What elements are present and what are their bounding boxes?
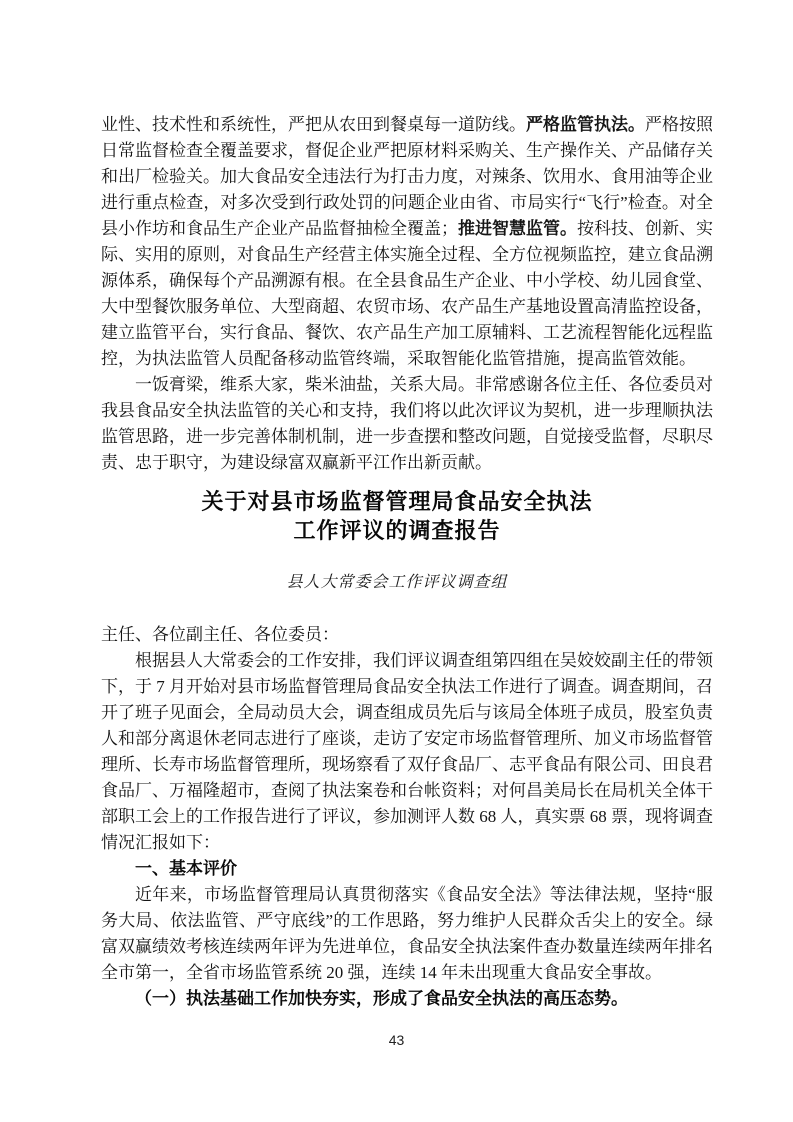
paragraph-evaluation: 近年来，市场监督管理局认真贯彻落实《食品安全法》等法律法规，坚持“服务大局、依法监管、严守底线”的工作思路，努力维护人民群众舌尖上的安全。绿富双赢绩效考核连续两年评为先进单位，食品安全执法案件查办数量连续两年排名全市第一，全省市场监管系统 20 强，连续 14 年未出现重大食品安全事故。 <box>101 885 713 982</box>
report-author-line: 县人大常委会工作评议调查组 <box>286 574 508 591</box>
heading-basic-evaluation: 一、基本评价 <box>135 859 237 878</box>
report-title-line-2: 工作评议的调查报告 <box>293 518 501 543</box>
report-body-block <box>101 622 713 1012</box>
report-title <box>90 487 704 545</box>
paragraph-investigation-intro: 根据县人大常委会的工作安排，我们评议调查组第四组在吴姣姣副主任的带领下，于 7 月开始对县市场监督管理局食品安全执法工作进行了调查。调查期间，召开了班子见面会，全局动员大会，调查组成员先后与该局全体班子成员，股室负责人和部分离退休老同志进行了座谈，走访了安定市场监督管理所、加义市场监督管理所、长寿市场监督管理所，现场察看了双仔食品厂、志平食品有限公司、田良君食品厂、万福隆超市，查阅了执法案卷和台帐资料；对何昌美局长在局机关全体干部职工会上的工作报告进行了评议，参加测评人数 68 人，真实票 68 票，现将调查情况汇报如下： <box>101 651 713 852</box>
top-text-block <box>101 112 713 476</box>
paragraph-thanks: 一饭膏梁，维系大家，柴米油盐，关系大局。非常感谢各位主任、各位委员对我县食品安全执法监管的关心和支持，我们将以此次评议为契机，进一步理顺执法监管思路，进一步完善体制机制，进一步查摆和整改问题，自觉接受监督，尽职尽责、忠于职守，为建设绿富双赢新平江作出新贡献。 <box>101 375 713 472</box>
text-run: 业性、技术性和系统性，严把从农田到餐桌每一道防线。 <box>101 115 526 134</box>
heading-enforcement-foundation: （一）执法基础工作加快夯实，形成了食品安全执法的高压态势。 <box>135 989 628 1008</box>
paragraph-supervision-enforcement <box>101 112 713 372</box>
page-number: 43 <box>388 1032 405 1048</box>
bold-run-smart-supervision: 推进智慧监管。 <box>458 219 577 238</box>
text-run: 按科技、创新、实际、实用的原则，对食品生产经营主体实施全过程、全方位视频监控，建立食品溯源体系，确保每个产品溯源有根。在全县食品生产企业、中小学校、幼儿园食堂、大中型餐饮服务单位、大型商超、农贸市场、农产品生产基地设置高清监控设备，建立监管平台，实行食品、餐饮、农产品生产加工原辅料、工艺流程智能化远程监控，为执法监管人员配备移动监管终端，采取智能化监管措施，提高监管效能。 <box>101 219 713 368</box>
salutation: 主任、各位副主任、各位委员： <box>101 625 339 644</box>
report-title-line-1: 关于对县市场监督管理局食品安全执法 <box>201 489 593 514</box>
text-run: 严格按照日常监督检查全覆盖要求，督促企业严把原材料采购关、生产操作关、产品储存关和出厂检验关。加大食品安全违法行为打击力度，对辣条、饮用水、食用油等企业进行重点检查，对多次受到行政处罚的问题企业由省、市局实行“飞行”检查。对全县小作坊和食品生产企业产品监督抽检全覆盖； <box>101 115 713 238</box>
bold-run-strict-enforcement: 严格监管执法。 <box>526 115 645 134</box>
